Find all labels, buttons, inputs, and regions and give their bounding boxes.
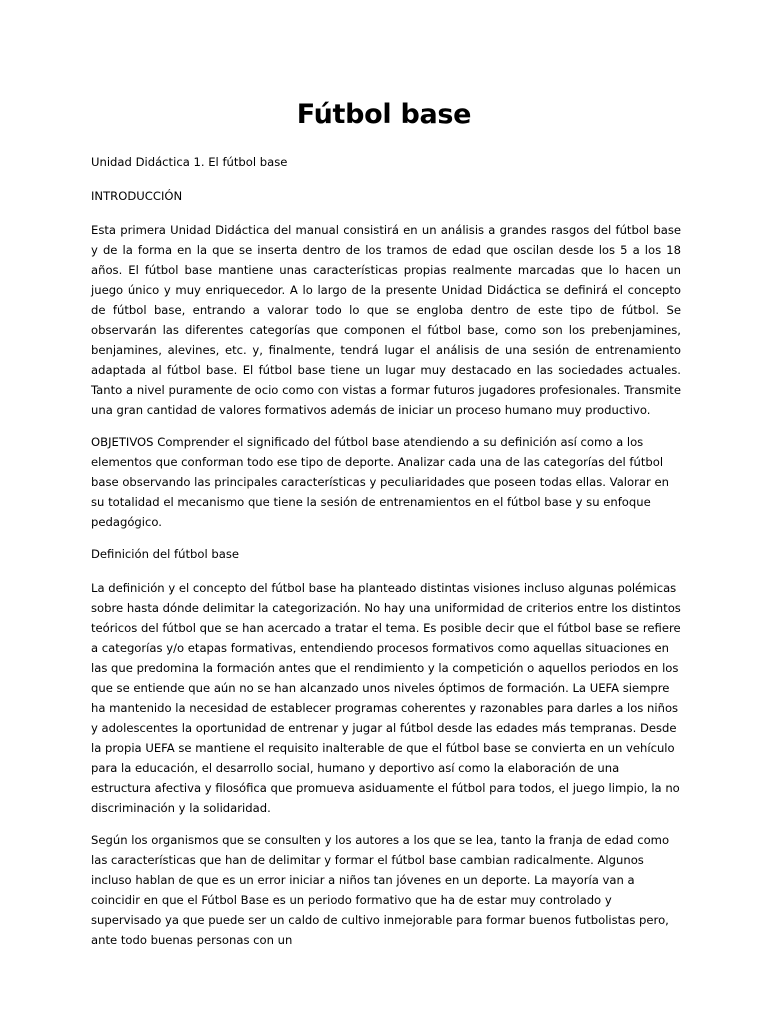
definition-paragraph: La definición y el concepto del fútbol base ha planteado distintas visiones incluso algunas polémicas sobre hasta dónde delimitar la categorización. No hay una uniformidad de criterios entre los distintos teóricos del fútbol que se han acercado a tratar el tema. Es posible decir que el fútbol base se refiere a categorías y/o etapas formativas, entendiendo procesos formativos como aquellas situaciones en las que predomina la formación antes que el rendimiento y la competición o aquellos periodos en los que se entiende que aún no se han alcanzado unos niveles óptimos de formación. La UEFA siempre ha mantenido la necesidad de establecer programas coherentes y razonables para darles a los niños y adolescentes la oportunidad de entrenar y jugar al fútbol desde las edades más tempranas. Desde la propia UEFA se mantiene el requisito inalterable de que el fútbol base se convierta en un vehículo para la educación, el desarrollo social, humano y deportivo así como la elaboración de una estructura afectiva y filosófica que promueva asiduamente el fútbol para todos, el juego limpio, la no discriminación y la solidaridad. (91, 581, 681, 815)
ages-paragraph: Según los organismos que se consulten y los autores a los que se lea, tanto la franja de edad como las características que han de delimitar y formar el fútbol base cambian radicalmente. Algunos incluso hablan de que es un error iniciar a niños tan jóvenes en un deporte. La mayoría van a coincidir en que el Fútbol Base es un periodo formativo que ha de estar muy controlado y supervisado ya que puede ser un caldo de cultivo inmejorable para formar buenos futbolistas pero, ante todo buenas personas con un (91, 833, 670, 947)
intro-heading: INTRODUCCIÓN (91, 189, 183, 203)
page-title: Fútbol base (296, 99, 472, 130)
document-body (91, 152, 681, 962)
definition-heading: Definición del fútbol base (91, 547, 240, 561)
objectives-paragraph: OBJETIVOS Comprender el significado del fútbol base atendiendo a su definición así como a los elementos que conforman todo ese tipo de deporte. Analizar cada una de las categorías del fútbol base observando las principales características y peculiaridades que poseen todas ellas. Valorar en su totalidad el mecanismo que tiene la sesión de entrenamientos en el fútbol base y su enfoque pedagógico. (91, 435, 669, 529)
intro-paragraph: Esta primera Unidad Didáctica del manual consistirá en un análisis a grandes rasgos del fútbol base y de la forma en la que se inserta dentro de los tramos de edad que oscilan desde los 5 a los 18 años. El fútbol base mantiene unas características propias realmente marcadas que lo hacen un juego único y muy enriquecedor. A lo largo de la presente Unidad Didáctica se definirá el concepto de fútbol base, entrando a valorar todo lo que se engloba dentro de este tipo de fútbol. Se observarán las diferentes categorías que componen el fútbol base, como son los prebenjamines, benjamines, alevines, etc. y, finalmente, tendrá lugar el análisis de una sesión de entrenamiento adaptada al fútbol base. El fútbol base tiene un lugar muy destacado en las sociedades actuales. Tanto a nivel puramente de ocio como con vistas a formar futuros jugadores profesionales. Transmite una gran cantidad de valores formativos además de iniciar un proceso humano muy productivo. (91, 223, 681, 417)
unit-heading: Unidad Didáctica 1. El fútbol base (91, 155, 288, 169)
